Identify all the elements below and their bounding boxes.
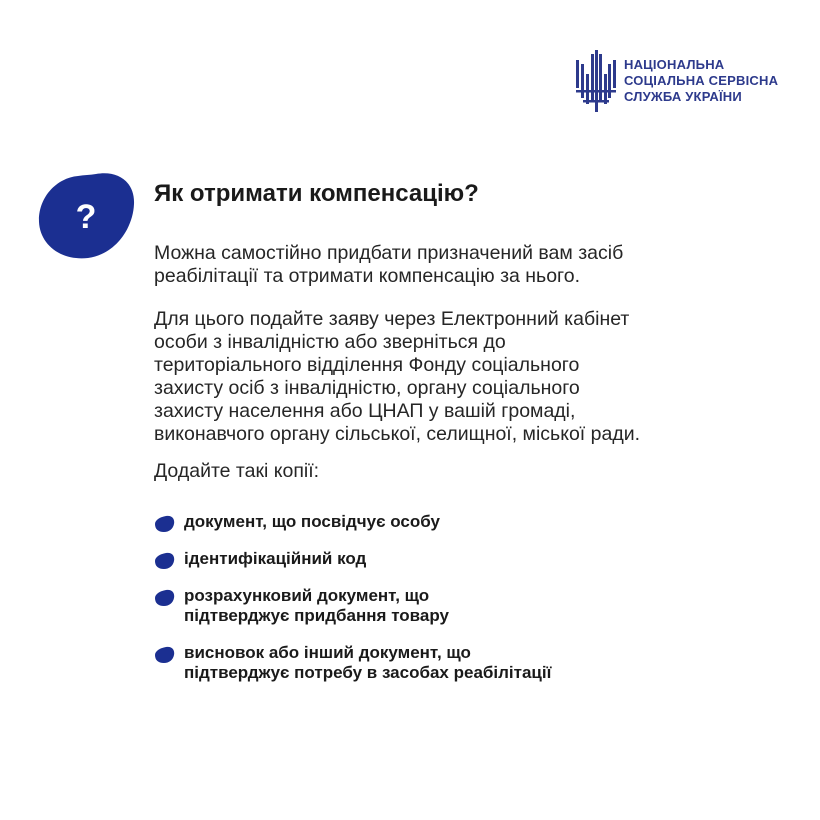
list-item [154, 643, 551, 683]
list-item [154, 549, 551, 569]
trident-emblem-icon [574, 50, 618, 112]
list-item [154, 512, 551, 532]
text-line: Для цього подайте заяву через Електронний кабінет [154, 308, 630, 330]
list-item-text: підтверджує придбання товару [184, 606, 449, 625]
intro-paragraph [154, 242, 774, 288]
text-line: Можна самостійно придбати призначений вам засіб [154, 242, 624, 264]
badge-glyph: ? [75, 198, 97, 236]
brand-line: НАЦІОНАЛЬНА [624, 57, 725, 72]
list-item [154, 586, 551, 626]
text-line: територіального відділення Фонду соціального [154, 354, 580, 376]
text-line: захисту осіб з інвалідністю, органу соціального [154, 377, 580, 399]
copies-heading [154, 460, 774, 483]
brand-name [624, 57, 778, 105]
list-item-text: висновок або інший документ, що [184, 643, 471, 662]
text-line: захисту населення або ЦНАП у вашій громаді, [154, 400, 576, 422]
text-line: Додайте такі копії: [154, 460, 320, 482]
documents-list [154, 512, 551, 683]
question-badge [36, 170, 136, 260]
bullet-dot-icon [154, 552, 175, 570]
bullet-dot-icon [154, 589, 175, 607]
page-title: Як отримати компенсацію? [154, 180, 479, 207]
list-item-text: розрахунковий документ, що [184, 586, 430, 605]
text-line: виконавчого органу сільської, селищної, міської ради. [154, 423, 641, 445]
bullet-dot-icon [154, 646, 175, 664]
question-mark-icon [36, 170, 136, 260]
bullet-dot-icon [154, 515, 175, 533]
brand-line: СОЦІАЛЬНА СЕРВІСНА [624, 73, 779, 88]
list-item-text: підтверджує потребу в засобах реабілітації [184, 663, 552, 682]
nssu-logo [574, 50, 778, 112]
brand-line: СЛУЖБА УКРАЇНИ [624, 89, 742, 104]
text-line: особи з інвалідністю або зверніться до [154, 331, 506, 353]
instructions-paragraph [154, 308, 774, 446]
text-line: реабілітації та отримати компенсацію за нього. [154, 265, 581, 287]
list-item-text: ідентифікаційний код [184, 549, 367, 568]
list-item-text: документ, що посвідчує особу [184, 512, 440, 531]
